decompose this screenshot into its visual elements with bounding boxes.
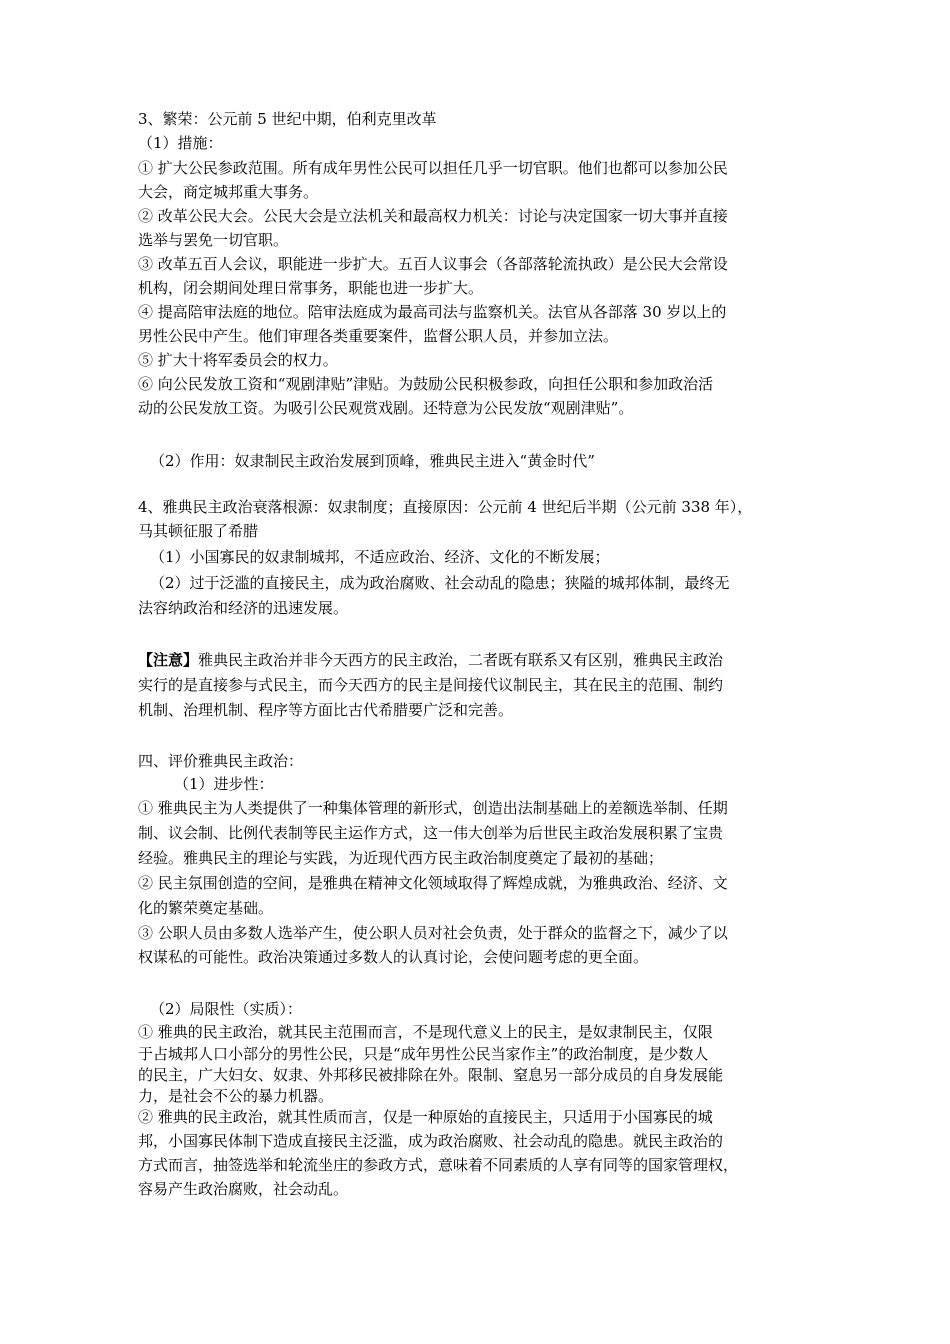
decline-point: （2）过于泛滥的直接民主，成为政治腐败、社会动乱的隐患；狭隘的城邦体制，最终无 (150, 574, 730, 592)
note-line: 机制、治理机制、程序等方面比古代希腊要广泛和完善。 (138, 701, 514, 719)
limit-line: ① 雅典的民主政治，就其民主范围而言，不是现代意义上的民主，是奴隶制民主，仅限 (138, 1023, 713, 1041)
progress-line: 化的繁荣奠定基础。 (138, 899, 274, 917)
limit-line: 容易产生政治腐败，社会动乱。 (138, 1180, 349, 1198)
progress-line: 制、议会制、比例代表制等民主运作方式，这一伟大创举为后世民主政治发展积累了宝贵 (138, 824, 724, 842)
section-4-title: 马其顿征服了希腊 (138, 522, 259, 540)
measure-line: 动的公民发放工资。为吸引公民观赏戏剧。还特意为公民发放“观剧津贴”。 (138, 399, 634, 417)
progress-label: （1）进步性： (174, 775, 274, 793)
progress-line: ③ 公职人员由多数人选举产生，使公职人员对社会负责，处于群众的监督之下，减少了以 (138, 924, 728, 942)
measure-line: ④ 提高陪审法庭的地位。陪审法庭成为最高司法与监察机关。法官从各部落 30 岁以上的 (138, 303, 727, 321)
section-eval-title: 四、评价雅典民主政治： (138, 752, 304, 770)
section-4-title: 4、雅典民主政治衰落根源：奴隶制度；直接原因：公元前 4 世纪后半期（公元前 338 年）， (138, 498, 753, 516)
measure-line: ② 改革公民大会。公民大会是立法机关和最高权力机关：讨论与决定国家一切大事并直接 (138, 207, 728, 225)
decline-point: 法容纳政治和经济的迅速发展。 (138, 599, 349, 617)
measure-line: 选举与罢免一切官职。 (138, 231, 289, 249)
note-line (138, 649, 723, 671)
limit-line: 的民主，广大妇女、奴隶、外邦移民被排除在外。限制、窒息另一部分成员的自身发展能 (138, 1066, 724, 1084)
limit-line: 方式而言，抽签选举和轮流坐庄的参政方式，意味着不同素质的人享有同等的国家管理权， (138, 1156, 739, 1174)
limit-line: ② 雅典的民主政治，就其性质而言，仅是一种原始的直接民主，只适用于小国寡民的城 (138, 1108, 713, 1126)
effect-line: （2）作用：奴隶制民主政治发展到顶峰，雅典民主进入“黄金时代” (150, 452, 595, 470)
note-label: 【注意】 (138, 651, 199, 669)
limit-line: 邦，小国寡民体制下造成直接民主泛滥，成为政治腐败、社会动乱的隐患。就民主政治的 (138, 1132, 724, 1150)
limit-line: 于占城邦人口小部分的男性公民，只是“成年男性公民当家作主”的政治制度，是少数人 (138, 1045, 709, 1063)
progress-line: ① 雅典民主为人类提供了一种集体管理的新形式，创造出法制基础上的差额选举制、任期 (138, 799, 728, 817)
measure-line: ③ 改革五百人会议，职能进一步扩大。五百人议事会（各部落轮流执政）是公民大会常设 (138, 255, 728, 273)
measures-label: （1）措施： (138, 134, 223, 152)
measure-line: ① 扩大公民参政范围。所有成年男性公民可以担任几乎一切官职。他们也都可以参加公民 (138, 159, 728, 177)
progress-line: 权谋私的可能性。政治决策通过多数人的认真讨论，会使问题考虑的更全面。 (138, 948, 649, 966)
measure-line: ⑥ 向公民发放工资和“观剧津贴”津贴。为鼓励公民积极参政，向担任公职和参加政治活 (138, 375, 714, 393)
progress-line: ② 民主氛围创造的空间，是雅典在精神文化领域取得了辉煌成就，为雅典政治、经济、文 (138, 874, 728, 892)
note-line: 实行的是直接参与式民主，而今天西方的民主是间接代议制民主，其在民主的范围、制约 (138, 676, 724, 694)
measure-line: ⑤ 扩大十将军委员会的权力。 (138, 351, 338, 369)
measure-line: 机构，闭会期间处理日常事务，职能也进一步扩大。 (138, 279, 484, 297)
limit-label: （2）局限性（实质）： (150, 1000, 303, 1018)
progress-line: 经验。雅典民主的理论与实践，为近现代西方民主政治制度奠定了最初的基础； (138, 849, 664, 867)
decline-point: （1）小国寡民的奴隶制城邦，不适应政治、经济、文化的不断发展； (150, 548, 610, 566)
measure-line: 男性公民中产生。他们审理各类重要案件，监督公职人员，并参加立法。 (138, 327, 619, 345)
measure-line: 大会，商定城邦重大事务。 (138, 183, 319, 201)
section-3-title: 3、繁荣：公元前 5 世纪中期，伯利克里改革 (138, 110, 437, 128)
note-text: 雅典民主政治并非今天西方的民主政治，二者既有联系又有区别，雅典民主政治 (198, 651, 724, 669)
limit-line: 力，是社会不公的暴力机器。 (138, 1087, 334, 1105)
